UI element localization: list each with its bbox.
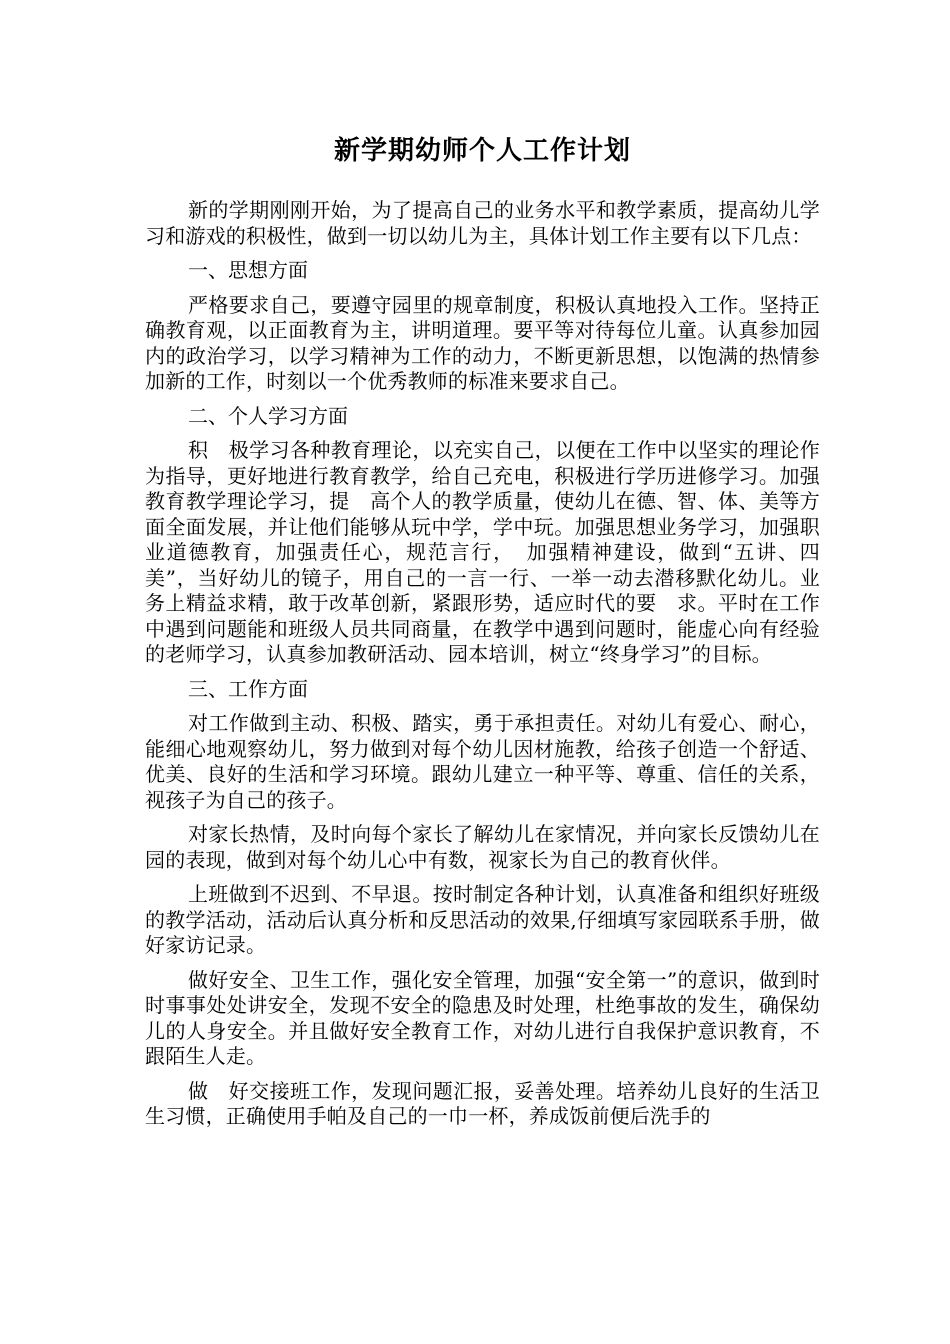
section-heading-thought: 一、思想方面 [188, 258, 308, 282]
paragraph-work-attitude: 对工作做到主动、积极、踏实，勇于承担责任。对幼儿有爱心、耐心，能细心地观察幼儿，努力做到对每个幼儿因材施教，给孩子创造一个舒适、优美、良好的生活和学习环境。跟幼儿建立一种平等、尊重、信任的关系，视孩子为自己的孩子。 [145, 711, 820, 812]
section-heading-study: 二、个人学习方面 [188, 403, 348, 428]
paragraph-attendance: 上班做到不迟到、不早退。按时制定各种计划，认真准备和组织好班级的教学活动，活动后认真分析和反思活动的效果,仔细填写家园联系手册，做好家访记录。 [145, 882, 820, 957]
document-title: 新学期幼师个人工作计划 [333, 136, 631, 166]
paragraph-safety: 做好安全、卫生工作，强化安全管理，加强“安全第一”的意识，做到时时事事处处讲安全，发现不安全的隐患及时处理，杜绝事故的发生，确保幼儿的人身安全。并且做好安全教育工作，对幼儿进行自我保护意识教育，不跟陌生人走。 [145, 967, 820, 1068]
paragraph-intro: 新的学期刚刚开始，为了提高自己的业务水平和教学素质，提高幼儿学习和游戏的积极性，做到一切以幼儿为主，具体计划工作主要有以下几点： [145, 198, 820, 248]
paragraph-thought: 严格要求自己，要遵守园里的规章制度，积极认真地投入工作。坚持正确教育观，以正面教育为主，讲明道理。要平等对待每位儿童。认真参加园内的政治学习，以学习精神为工作的动力，不断更新思想，以饱满的热情参加新的工作，时刻以一个优秀教师的标准来要求自己。 [145, 292, 820, 393]
paragraph-study: 积 极学习各种教育理论，以充实自己，以便在工作中以坚实的理论作为指导，更好地进行教育教学，给自己充电，积极进行学历进修学习。加强教育教学理论学习，提 高个人的教学质量，使幼儿在德、智、体、美等方面全面发展，并让他们能够从玩中学，学中玩。加强思想业务学习，加强职业道德教育，加强责任心，规范言行， 加强精神建设，做到“五讲、四美”，当好幼儿的镜子，用自己的一言一行、一举一动去潜移默化幼儿。业务上精益求精，敢于改革创新，紧跟形势，适应时代的要 求。平时在工作中遇到问题能和班级人员共同商量，在教学中遇到问题时，能虚心向有经验的老师学习，认真参加教研活动、园本培训，树立“终身学习”的目标。 [145, 438, 820, 666]
paragraph-parents: 对家长热情，及时向每个家长了解幼儿在家情况，并向家长反馈幼儿在园的表现，做到对每个幼儿心中有数，视家长为自己的教育伙伴。 [145, 822, 820, 872]
document-body [145, 198, 820, 1139]
paragraph-handover: 做 好交接班工作，发现问题汇报，妥善处理。培养幼儿良好的生活卫生习惯，正确使用手帕及自己的一巾一杯，养成饭前便后洗手的 [145, 1078, 820, 1128]
section-heading-work: 三、工作方面 [188, 676, 308, 701]
